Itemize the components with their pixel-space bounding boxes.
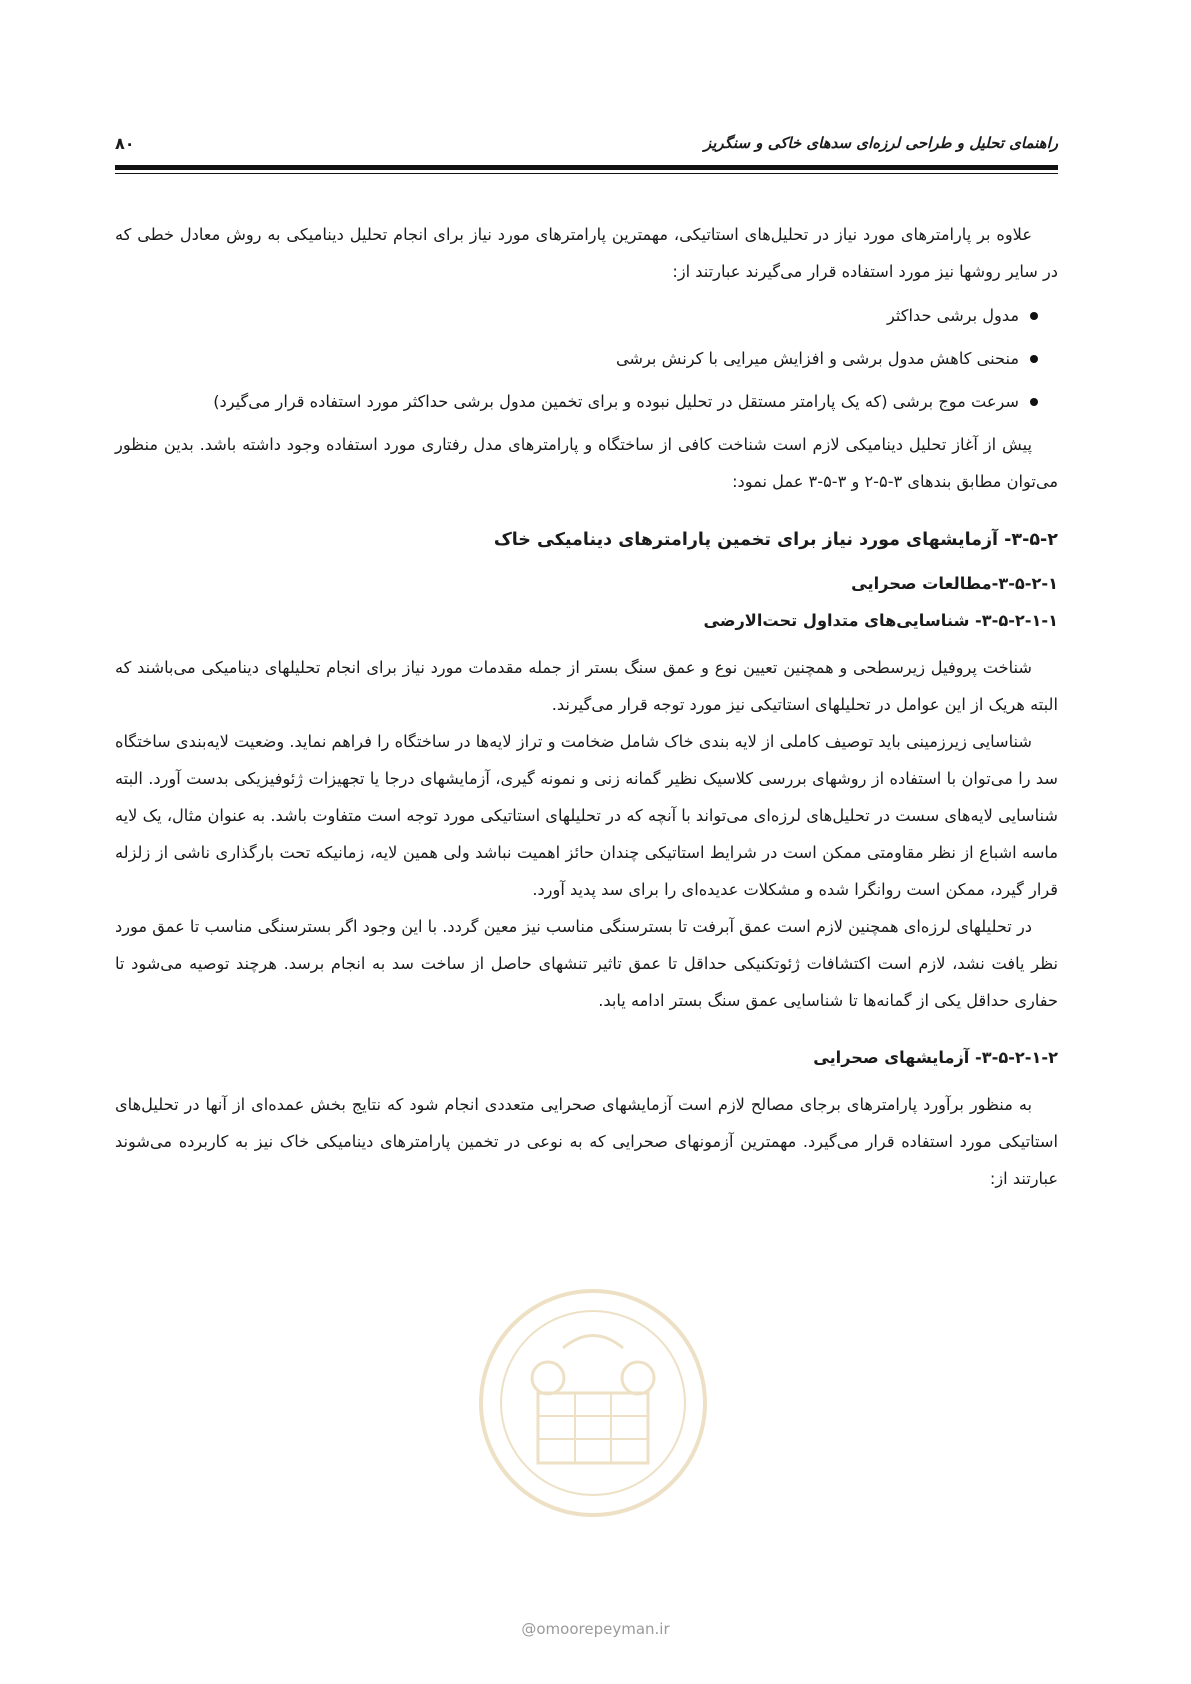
parameter-list — [115, 297, 1058, 420]
seal-watermark-icon — [468, 1278, 718, 1528]
field-tests-paragraph: به منظور برآورد پارامترهای برجای مصالح لازم است آزمایشهای صحرایی متعددی انجام شود که نتایج بخش عمده‌ای از آنها در تحلیل‌های استاتیکی مورد استفاده قرار می‌گیرد. مهمترین آزمونهای صحرایی که به نوعی در تخمین پارامترهای دینامیکی خاک نیز به کاربرده می‌شوند عبارتند از: — [115, 1095, 1058, 1188]
header-rule-thick — [115, 165, 1058, 170]
list-item: مدول برشی حداکثر — [115, 297, 1038, 334]
bullet-icon — [1030, 312, 1038, 320]
watermark-url: @omoorepeyman.ir — [521, 1620, 670, 1638]
bullet-icon — [1030, 398, 1038, 406]
paragraph: شناخت پروفیل زیرسطحی و همچنین تعیین نوع و عمق سنگ بستر از جمله مقدمات مورد نیاز برای انجام تحلیلهای دینامیکی می‌باشند که البته هریک از این عوامل در تحلیلهای استاتیکی نیز مورد توجه قرار می‌گیرند. — [115, 658, 1058, 714]
field-tests-heading: ۳-۵-۲-۱-۲- آزمایشهای صحرایی — [813, 1048, 1058, 1067]
subsubsection-heading: ۳-۵-۲-۱-۱- شناسایی‌های متداول تحت‌الارضی — [703, 611, 1058, 630]
paragraph: شناسایی زیرزمینی باید توصیف کاملی از لایه بندی خاک شامل ضخامت و تراز لایه‌ها در ساختگاه را فراهم نماید. وضعیت لایه‌بندی ساختگاه سد را می‌توان با استفاده از روشهای بررسی کلاسیک نظیر گمانه زنی و نمونه گیری، آزمایشهای درجا یا تجهیزات ژئوفیزیکی بدست آورد. البته شناسایی لایه‌های سست در تحلیل‌های لرزه‌ای می‌تواند با آنچه که در تحلیلهای استاتیکی مورد توجه است متفاوت باشد. به عنوان مثال، یک لایه ماسه اشباع از نظر مقاومتی ممکن است در شرایط استاتیکی چندان حائز اهمیت نباشد ولی همین لایه، زمانیکه تحت بارگذاری ناشی از زلزله قرار گیرد، ممکن است روانگرا شده و مشکلات عدیده‌ای را برای سد پدید آورد. — [115, 732, 1058, 899]
site-knowledge-paragraph: پیش از آغاز تحلیل دینامیکی لازم است شناخت کافی از ساختگاه و پارامترهای مدل رفتاری مورد استفاده وجود داشته باشد. بدین منظور می‌توان مطابق بندهای ۳-۵-۲ و ۳-۵-۳ عمل نمود: — [115, 435, 1058, 491]
paragraph: در تحلیلهای لرزه‌ای همچنین لازم است عمق آبرفت تا بسترسنگی مناسب نیز معین گردد. با این وجود اگر بسترسنگی مناسب تا عمق مورد نظر یافت نشد، لازم است اکتشافات ژئوتکنیکی حداقل تا عمق تاثیر تنشهای حاصل از ساخت سد به انجام برسد. هرچند توصیه می‌شود تا حفاری حداقل یکی از گمانه‌ها تا شناسایی عمق سنگ بستر ادامه یابد. — [115, 917, 1058, 1010]
running-title: راهنمای تحلیل و طراحی لرزه‌ای سدهای خاکی و سنگریز — [703, 134, 1058, 152]
list-item: سرعت موج برشی (که یک پارامتر مستقل در تحلیل نبوده و برای تخمین مدول برشی حداکثر مورد استفاده قرار می‌گیرد) — [115, 383, 1038, 420]
header-rule-thin — [115, 173, 1058, 174]
body-text — [115, 216, 1058, 1197]
page-number: ۸۰ — [115, 133, 135, 153]
section-heading: ۳-۵-۲- آزمایشهای مورد نیاز برای تخمین پارامترهای دینامیکی خاک — [493, 530, 1058, 550]
page-header — [115, 128, 1058, 158]
subsection-heading: ۳-۵-۲-۱-مطالعات صحرایی — [851, 574, 1058, 593]
intro-paragraph: علاوه بر پارامترهای مورد نیاز در تحلیل‌های استاتیکی، مهمترین پارامترهای مورد نیاز برای انجام تحلیل دینامیکی به روش معادل خطی که در سایر روشها نیز مورد استفاده قرار می‌گیرند عبارتند از: — [115, 225, 1058, 281]
list-item: منحنی کاهش مدول برشی و افزایش میرایی با کرنش برشی — [115, 340, 1038, 377]
bullet-icon — [1030, 355, 1038, 363]
